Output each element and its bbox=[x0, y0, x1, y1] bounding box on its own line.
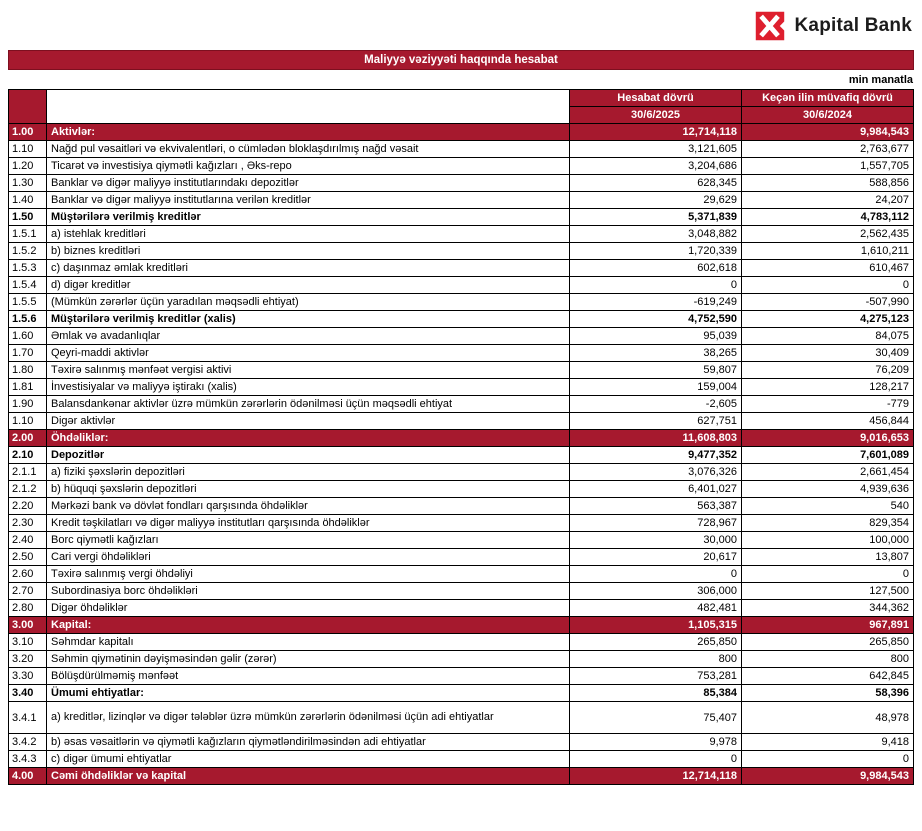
row-value-current: 628,345 bbox=[570, 175, 742, 192]
table-row bbox=[9, 734, 914, 751]
report-title: Maliyyə vəziyyəti haqqında hesabat bbox=[364, 54, 558, 66]
row-value-prior: 344,362 bbox=[742, 600, 914, 617]
row-code: 1.10 bbox=[9, 413, 47, 430]
row-value-prior: 7,601,089 bbox=[742, 447, 914, 464]
row-code: 4.00 bbox=[9, 768, 47, 785]
row-value-current: 29,629 bbox=[570, 192, 742, 209]
row-label: b) əsas vəsaitlərin və qiymətli kağızların qiymətləndirilməsindən adi ehtiyatlar bbox=[47, 734, 570, 751]
row-code: 2.70 bbox=[9, 583, 47, 600]
row-label: Aktivlər: bbox=[47, 124, 570, 141]
row-value-prior: 127,500 bbox=[742, 583, 914, 600]
financial-table-body bbox=[9, 124, 914, 785]
row-value-current: 3,121,605 bbox=[570, 141, 742, 158]
row-code: 3.4.3 bbox=[9, 751, 47, 768]
row-value-prior: 0 bbox=[742, 751, 914, 768]
financial-table bbox=[8, 89, 914, 785]
row-code: 2.1.2 bbox=[9, 481, 47, 498]
row-code: 2.20 bbox=[9, 498, 47, 515]
row-value-prior: 9,016,653 bbox=[742, 430, 914, 447]
row-label: Banklar və digər maliyyə institutlarına verilən kreditlər bbox=[47, 192, 570, 209]
row-value-prior: 829,354 bbox=[742, 515, 914, 532]
row-value-prior: 9,418 bbox=[742, 734, 914, 751]
row-value-current: 75,407 bbox=[570, 702, 742, 734]
row-label: b) biznes kreditləri bbox=[47, 243, 570, 260]
row-label: Ticarət və investisiya qiymətli kağızları , Əks-repo bbox=[47, 158, 570, 175]
table-row bbox=[9, 311, 914, 328]
row-value-current: 0 bbox=[570, 566, 742, 583]
row-value-prior: 642,845 bbox=[742, 668, 914, 685]
row-value-current: 563,387 bbox=[570, 498, 742, 515]
table-row bbox=[9, 515, 914, 532]
row-value-prior: 588,856 bbox=[742, 175, 914, 192]
brand-logo bbox=[8, 8, 912, 44]
row-label: Depozitlər bbox=[47, 447, 570, 464]
row-label: İnvestisiyalar və maliyyə iştirakı (xalis) bbox=[47, 379, 570, 396]
table-row bbox=[9, 583, 914, 600]
row-value-current: 602,618 bbox=[570, 260, 742, 277]
row-code: 3.10 bbox=[9, 634, 47, 651]
row-label: Müştərilərə verilmiş kreditlər (xalis) bbox=[47, 311, 570, 328]
row-value-prior: 610,467 bbox=[742, 260, 914, 277]
brand-name: Kapital Bank bbox=[794, 15, 912, 36]
table-row bbox=[9, 345, 914, 362]
row-value-current: 9,477,352 bbox=[570, 447, 742, 464]
col-header-code bbox=[9, 90, 47, 124]
row-value-current: 95,039 bbox=[570, 328, 742, 345]
row-label: Nağd pul vəsaitləri və ekvivalentləri, o cümlədən bloklaşdırılmış nağd vəsait bbox=[47, 141, 570, 158]
row-value-prior: 2,661,454 bbox=[742, 464, 914, 481]
row-value-prior: 456,844 bbox=[742, 413, 914, 430]
row-value-prior: 1,557,705 bbox=[742, 158, 914, 175]
kapital-bank-logo-icon bbox=[754, 10, 786, 42]
row-label: Qeyri-maddi aktivlər bbox=[47, 345, 570, 362]
row-code: 2.80 bbox=[9, 600, 47, 617]
row-label: (Mümkün zərərlər üçün yaradılan məqsədli ehtiyat) bbox=[47, 294, 570, 311]
col-header-current-period: Hesabat dövrü bbox=[570, 90, 742, 107]
row-label: Subordinasiya borc öhdəlikləri bbox=[47, 583, 570, 600]
row-value-current: 3,048,882 bbox=[570, 226, 742, 243]
row-label: Kredit təşkilatları və digər maliyyə institutları qarşısında öhdəliklər bbox=[47, 515, 570, 532]
row-value-current: 12,714,118 bbox=[570, 768, 742, 785]
row-value-current: 0 bbox=[570, 277, 742, 294]
table-row bbox=[9, 651, 914, 668]
table-row bbox=[9, 668, 914, 685]
row-value-current: 38,265 bbox=[570, 345, 742, 362]
row-label: Cari vergi öhdəlikləri bbox=[47, 549, 570, 566]
row-value-current: 85,384 bbox=[570, 685, 742, 702]
row-value-current: 3,204,686 bbox=[570, 158, 742, 175]
row-code: 1.5.3 bbox=[9, 260, 47, 277]
table-row bbox=[9, 566, 914, 583]
row-label: Səhmin qiymətinin dəyişməsindən gəlir (zərər) bbox=[47, 651, 570, 668]
row-label: Ümumi ehtiyatlar: bbox=[47, 685, 570, 702]
row-value-prior: 4,939,636 bbox=[742, 481, 914, 498]
table-row bbox=[9, 141, 914, 158]
row-label: d) digər kreditlər bbox=[47, 277, 570, 294]
table-row bbox=[9, 158, 914, 175]
row-code: 1.40 bbox=[9, 192, 47, 209]
row-value-current: 0 bbox=[570, 751, 742, 768]
row-label: Cəmi öhdəliklər və kapital bbox=[47, 768, 570, 785]
table-row bbox=[9, 481, 914, 498]
table-row bbox=[9, 702, 914, 734]
col-header-label bbox=[47, 90, 570, 124]
row-value-current: 265,850 bbox=[570, 634, 742, 651]
unit-note: min manatla bbox=[848, 74, 913, 86]
row-value-prior: 100,000 bbox=[742, 532, 914, 549]
report-title-bar bbox=[8, 50, 914, 70]
table-row bbox=[9, 413, 914, 430]
row-label: Digər aktivlər bbox=[47, 413, 570, 430]
row-value-current: 1,105,315 bbox=[570, 617, 742, 634]
row-value-prior: 48,978 bbox=[742, 702, 914, 734]
row-value-current: 20,617 bbox=[570, 549, 742, 566]
table-row bbox=[9, 617, 914, 634]
table-row bbox=[9, 277, 914, 294]
row-value-current: -619,249 bbox=[570, 294, 742, 311]
row-value-prior: 24,207 bbox=[742, 192, 914, 209]
row-label: Müştərilərə verilmiş kreditlər bbox=[47, 209, 570, 226]
row-value-prior: 967,891 bbox=[742, 617, 914, 634]
row-value-current: 627,751 bbox=[570, 413, 742, 430]
row-label: c) digər ümumi ehtiyatlar bbox=[47, 751, 570, 768]
row-code: 1.81 bbox=[9, 379, 47, 396]
row-value-prior: 84,075 bbox=[742, 328, 914, 345]
row-value-current: 3,076,326 bbox=[570, 464, 742, 481]
row-value-prior: 2,763,677 bbox=[742, 141, 914, 158]
row-value-prior: 2,562,435 bbox=[742, 226, 914, 243]
table-row bbox=[9, 768, 914, 785]
row-label: Digər öhdəliklər bbox=[47, 600, 570, 617]
row-value-prior: 265,850 bbox=[742, 634, 914, 651]
row-code: 1.5.6 bbox=[9, 311, 47, 328]
row-label: Borc qiymətli kağızları bbox=[47, 532, 570, 549]
row-label: Mərkəzi bank və dövlət fondları qarşısında öhdəliklər bbox=[47, 498, 570, 515]
table-row bbox=[9, 362, 914, 379]
row-code: 3.40 bbox=[9, 685, 47, 702]
row-code: 1.90 bbox=[9, 396, 47, 413]
row-code: 1.00 bbox=[9, 124, 47, 141]
row-code: 1.5.4 bbox=[9, 277, 47, 294]
row-value-prior: 800 bbox=[742, 651, 914, 668]
table-row bbox=[9, 209, 914, 226]
row-code: 3.4.1 bbox=[9, 702, 47, 734]
row-label: Öhdəliklər: bbox=[47, 430, 570, 447]
row-value-prior: -779 bbox=[742, 396, 914, 413]
row-code: 1.80 bbox=[9, 362, 47, 379]
row-code: 3.4.2 bbox=[9, 734, 47, 751]
row-code: 1.70 bbox=[9, 345, 47, 362]
financial-table-header bbox=[9, 90, 914, 124]
table-row bbox=[9, 243, 914, 260]
row-value-prior: 540 bbox=[742, 498, 914, 515]
row-value-current: 1,720,339 bbox=[570, 243, 742, 260]
col-header-prior-date: 30/6/2024 bbox=[742, 107, 914, 124]
row-value-prior: 4,275,123 bbox=[742, 311, 914, 328]
row-label: Təxirə salınmış mənfəət vergisi aktivi bbox=[47, 362, 570, 379]
row-value-current: 306,000 bbox=[570, 583, 742, 600]
row-label: a) istehlak kreditləri bbox=[47, 226, 570, 243]
row-value-prior: 30,409 bbox=[742, 345, 914, 362]
row-value-current: 12,714,118 bbox=[570, 124, 742, 141]
row-code: 1.50 bbox=[9, 209, 47, 226]
row-value-current: 6,401,027 bbox=[570, 481, 742, 498]
row-label: Kapital: bbox=[47, 617, 570, 634]
row-value-current: 728,967 bbox=[570, 515, 742, 532]
table-row bbox=[9, 685, 914, 702]
table-row bbox=[9, 447, 914, 464]
row-code: 2.40 bbox=[9, 532, 47, 549]
row-code: 2.30 bbox=[9, 515, 47, 532]
row-value-current: 159,004 bbox=[570, 379, 742, 396]
row-value-current: -2,605 bbox=[570, 396, 742, 413]
row-value-current: 30,000 bbox=[570, 532, 742, 549]
col-header-prior-period: Keçən ilin müvafiq dövrü bbox=[742, 90, 914, 107]
table-row bbox=[9, 379, 914, 396]
row-code: 3.00 bbox=[9, 617, 47, 634]
table-row bbox=[9, 532, 914, 549]
table-row bbox=[9, 634, 914, 651]
row-value-prior: -507,990 bbox=[742, 294, 914, 311]
table-row bbox=[9, 124, 914, 141]
row-label: a) kreditlər, lizinqlər və digər tələblər üzrə mümkün zərərlərin ödənilməsi üçün adi ehtiyatlar bbox=[47, 702, 570, 734]
table-row bbox=[9, 751, 914, 768]
row-value-prior: 4,783,112 bbox=[742, 209, 914, 226]
row-value-current: 11,608,803 bbox=[570, 430, 742, 447]
row-label: Səhmdar kapitalı bbox=[47, 634, 570, 651]
table-row bbox=[9, 260, 914, 277]
row-code: 2.60 bbox=[9, 566, 47, 583]
row-label: a) fiziki şəxslərin depozitləri bbox=[47, 464, 570, 481]
table-row bbox=[9, 549, 914, 566]
row-code: 2.00 bbox=[9, 430, 47, 447]
row-value-prior: 1,610,211 bbox=[742, 243, 914, 260]
col-header-current-date: 30/6/2025 bbox=[570, 107, 742, 124]
row-value-current: 4,752,590 bbox=[570, 311, 742, 328]
row-value-prior: 128,217 bbox=[742, 379, 914, 396]
row-code: 1.10 bbox=[9, 141, 47, 158]
table-row bbox=[9, 328, 914, 345]
row-code: 1.5.5 bbox=[9, 294, 47, 311]
row-value-prior: 13,807 bbox=[742, 549, 914, 566]
row-code: 2.1.1 bbox=[9, 464, 47, 481]
header-row-periods bbox=[9, 90, 914, 107]
row-label: Bölüşdürülməmiş mənfəət bbox=[47, 668, 570, 685]
table-row bbox=[9, 192, 914, 209]
row-label: Balansdankənar aktivlər üzrə mümkün zərərlərin ödənilməsi üçün məqsədli ehtiyat bbox=[47, 396, 570, 413]
row-value-prior: 0 bbox=[742, 277, 914, 294]
table-row bbox=[9, 175, 914, 192]
table-row bbox=[9, 430, 914, 447]
table-row bbox=[9, 396, 914, 413]
row-value-current: 9,978 bbox=[570, 734, 742, 751]
row-label: b) hüquqi şəxslərin depozitləri bbox=[47, 481, 570, 498]
row-value-current: 753,281 bbox=[570, 668, 742, 685]
row-code: 3.20 bbox=[9, 651, 47, 668]
row-value-current: 482,481 bbox=[570, 600, 742, 617]
row-value-prior: 9,984,543 bbox=[742, 768, 914, 785]
row-label: Banklar və digər maliyyə institutlarındakı depozitlər bbox=[47, 175, 570, 192]
row-value-prior: 0 bbox=[742, 566, 914, 583]
row-label: c) daşınmaz əmlak kreditləri bbox=[47, 260, 570, 277]
row-value-prior: 58,396 bbox=[742, 685, 914, 702]
row-code: 1.30 bbox=[9, 175, 47, 192]
table-row bbox=[9, 498, 914, 515]
row-code: 2.10 bbox=[9, 447, 47, 464]
row-value-current: 5,371,839 bbox=[570, 209, 742, 226]
row-label: Təxirə salınmış vergi öhdəliyi bbox=[47, 566, 570, 583]
row-value-current: 59,807 bbox=[570, 362, 742, 379]
row-value-prior: 76,209 bbox=[742, 362, 914, 379]
row-value-prior: 9,984,543 bbox=[742, 124, 914, 141]
row-code: 1.20 bbox=[9, 158, 47, 175]
row-value-current: 800 bbox=[570, 651, 742, 668]
table-row bbox=[9, 600, 914, 617]
table-row bbox=[9, 294, 914, 311]
table-row bbox=[9, 226, 914, 243]
row-label: Əmlak və avadanlıqlar bbox=[47, 328, 570, 345]
row-code: 1.5.1 bbox=[9, 226, 47, 243]
row-code: 2.50 bbox=[9, 549, 47, 566]
row-code: 1.60 bbox=[9, 328, 47, 345]
row-code: 1.5.2 bbox=[9, 243, 47, 260]
table-row bbox=[9, 464, 914, 481]
row-code: 3.30 bbox=[9, 668, 47, 685]
